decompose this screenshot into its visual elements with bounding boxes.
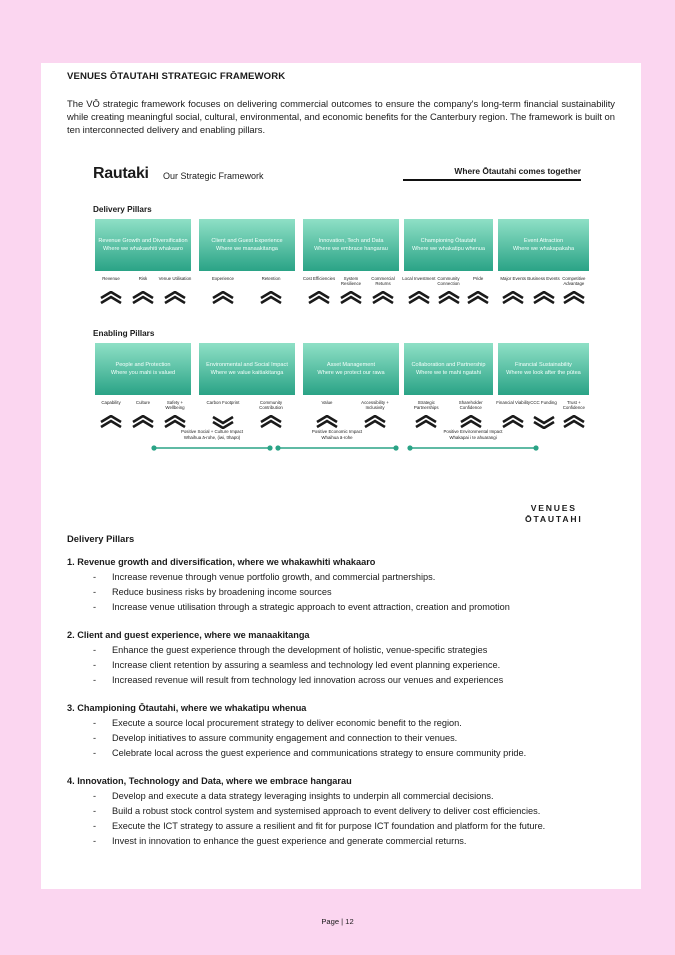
delivery-pillar-measure-label: Competitive Advantage	[562, 276, 586, 287]
pillar-section-bullets	[93, 789, 545, 849]
enabling-pillar-measure-label: Value	[321, 400, 333, 405]
enabling-pillar-measure-label: Carbon Footprint	[206, 400, 240, 405]
enabling-pillar	[95, 343, 191, 395]
enabling-pillars-heading: Enabling Pillars	[93, 329, 155, 338]
chevron-up-icon	[340, 291, 362, 305]
impact-connector-line	[407, 446, 539, 449]
bullet-item: - Increase revenue through venue portfolio growth, and commercial partnerships.	[93, 570, 510, 585]
chevron-up-icon	[364, 415, 386, 429]
enabling-pillar-label: Environmental and Social Impact Where we value kaitiakitanga	[206, 362, 288, 376]
delivery-pillar-measure-label: Local Investment	[402, 276, 436, 281]
delivery-pillar-measure-label: Experience	[212, 276, 234, 281]
framework-brand: Rautaki	[93, 165, 149, 182]
delivery-pillar-measure-label: Cost Efficiencies	[302, 276, 336, 281]
chevron-up-icon	[308, 291, 330, 305]
delivery-pillar-label: Event Attraction Where we whakapakaha	[512, 238, 575, 252]
pillar-section-bullets	[93, 643, 503, 688]
bullet-item: - Enhance the guest experience through the development of holistic, venue-specific strategies	[93, 643, 503, 658]
impact-label: Positive Environmental Impact Whakapai i te ahuarangi	[443, 429, 503, 440]
bullet-item: - Increase venue utilisation through a strategic approach to event attraction, creation and promotion	[93, 600, 510, 615]
delivery-pillar-label: Innovation, Tech and Data Where we embrace hangarau	[314, 238, 388, 252]
chevron-up-icon	[502, 291, 524, 305]
delivery-pillar	[95, 219, 191, 271]
delivery-pillar-measure-label: Commercial Returns	[371, 276, 395, 287]
enabling-pillar-measure-label: Capability	[101, 400, 121, 405]
tagline-underline	[403, 179, 581, 181]
bullet-item: - Celebrate local across the guest experience and communications strategy to ensure community pride.	[93, 746, 526, 761]
document-page	[41, 63, 641, 889]
chevron-up-icon	[415, 415, 437, 429]
impact-connector-line	[275, 446, 399, 449]
delivery-pillar-measure-label: Retention	[261, 276, 281, 281]
bullet-item: - Execute a source local procurement strategy to deliver economic benefit to the region.	[93, 716, 526, 731]
framework-tagline: Where Ōtautahi comes together	[454, 166, 581, 176]
enabling-pillar	[498, 343, 589, 395]
venues-otautahi-logo	[525, 503, 583, 525]
chevron-up-icon	[438, 291, 460, 305]
delivery-pillar-measure-label: Risk	[138, 276, 148, 281]
bullet-item: - Reduce business risks by broadening income sources	[93, 585, 510, 600]
bullet-item: - Execute the ICT strategy to assure a resilient and fit for purpose ICT foundation and platform for the future.	[93, 819, 545, 834]
chevron-down-icon	[533, 415, 555, 429]
chevron-up-icon	[563, 415, 585, 429]
enabling-pillar-measure-label: CCC Funding	[530, 400, 557, 405]
delivery-pillar-measure-label: Pride	[473, 276, 484, 281]
enabling-pillar-measure-label: Safety + Wellbeing	[165, 400, 185, 411]
delivery-pillars-section-heading: Delivery Pillars	[67, 533, 135, 544]
delivery-pillar-measure-label: Venue Utilisation	[158, 276, 192, 281]
framework-subtitle: Our Strategic Framework	[163, 171, 264, 181]
delivery-pillar-label: Championing Ōtautahi Where we whakatipu whenua	[411, 238, 486, 252]
enabling-pillar-measure-label: Shareholder Confidence	[458, 400, 483, 411]
enabling-pillar	[303, 343, 399, 395]
impact-label: Positive Social + Culture Impact Whaihua ā-rohe, (iwi, tīhapū)	[180, 429, 244, 440]
chevron-up-icon	[502, 415, 524, 429]
chevron-up-icon	[467, 291, 489, 305]
chevron-up-icon	[260, 291, 282, 305]
impact-connector-line	[151, 446, 273, 449]
pillar-section-heading: 2. Client and guest experience, where we manaakitanga	[67, 630, 310, 640]
enabling-pillar-label: Collaboration and Partnership Where we te mahi ngatahi	[411, 362, 486, 376]
intro-paragraph: The VŌ strategic framework focuses on delivering commercial outcomes to ensure the company's long-term financial sustainability while creating meaningful social, cultural, environmental, and economic benefits for the Canterbury region. The framework is built on ten interconnected delivery and enabling pillars.	[67, 98, 615, 135]
chevron-up-icon	[100, 291, 122, 305]
delivery-pillar	[404, 219, 493, 271]
delivery-pillar	[199, 219, 295, 271]
bullet-item: - Increased revenue will result from technology led innovation across our venues and experiences	[93, 673, 503, 688]
pillar-section-heading: 4. Innovation, Technology and Data, where we embrace hangarau	[67, 776, 352, 786]
chevron-up-icon	[132, 415, 154, 429]
logo-line-2: ŌTAUTAHI	[525, 514, 583, 524]
enabling-pillar-label: People and Protection Where you mahi is valued	[110, 362, 176, 376]
chevron-up-icon	[372, 291, 394, 305]
chevron-up-icon	[408, 291, 430, 305]
pillar-section-bullets	[93, 716, 526, 761]
enabling-pillar-measure-label: Financial Viability	[496, 400, 531, 405]
bullet-item: - Invest in innovation to enhance the guest experience and generate commercial returns.	[93, 834, 545, 849]
pillar-section-bullets	[93, 570, 510, 615]
bullet-item: - Increase client retention by assuring a seamless and technology led event planning experience.	[93, 658, 503, 673]
logo-line-1: VENUES	[530, 503, 577, 513]
strategic-framework-graphic	[93, 161, 589, 529]
enabling-pillar-measure-label: Trust + Confidence	[562, 400, 585, 411]
page-number: Page | 12	[321, 917, 354, 926]
pillar-section-heading: 1. Revenue growth and diversification, where we whakawhiti whakaaro	[67, 557, 376, 567]
chevron-up-icon	[164, 291, 186, 305]
delivery-pillar-measure-label: Business Events	[527, 276, 560, 281]
chevron-up-icon	[460, 415, 482, 429]
chevron-up-icon	[316, 415, 338, 429]
chevron-up-icon	[212, 291, 234, 305]
enabling-pillar-measure-label: Culture	[135, 400, 151, 405]
chevron-up-icon	[563, 291, 585, 305]
impact-label: Positive Economic Impact Whaihua ā-rohe	[311, 429, 363, 440]
pillar-section-heading: 3. Championing Ōtautahi, where we whakatipu whenua	[67, 703, 307, 713]
chevron-up-icon	[533, 291, 555, 305]
bullet-item: - Develop initiatives to assure community engagement and connection to their venues.	[93, 731, 526, 746]
chevron-up-icon	[132, 291, 154, 305]
delivery-pillar-measure-label: Community Connection	[437, 276, 460, 287]
delivery-pillar-measure-label: Major Events	[500, 276, 526, 281]
delivery-pillar-measure-label: Revenue	[102, 276, 120, 281]
enabling-pillar	[199, 343, 295, 395]
bullet-item: - Develop and execute a data strategy leveraging insights to underpin all commercial decisions.	[93, 789, 545, 804]
bullet-item: - Build a robust stock control system and systemised approach to event delivery to deliver cost efficiencies.	[93, 804, 545, 819]
delivery-pillar-label: Client and Guest Experience Where we manaakitanga	[211, 238, 283, 252]
enabling-pillar-measure-label: Community Contribution	[259, 400, 283, 411]
chevron-up-icon	[100, 415, 122, 429]
delivery-pillar	[303, 219, 399, 271]
enabling-pillar-measure-label: Strategic Partnerships	[413, 400, 439, 411]
delivery-pillar-label: Revenue Growth and Diversification Where we whakawhiti whakaaro	[98, 238, 188, 252]
delivery-pillar-measure-label: System Resilience	[340, 276, 362, 287]
delivery-pillars-heading: Delivery Pillars	[93, 205, 152, 214]
chevron-up-icon	[260, 415, 282, 429]
document-title: VENUES ŌTAUTAHI STRATEGIC FRAMEWORK	[67, 71, 286, 82]
enabling-pillar-label: Asset Management Where we protect our rawa	[317, 362, 385, 376]
delivery-pillar	[498, 219, 589, 271]
chevron-down-icon	[212, 415, 234, 429]
enabling-pillar	[404, 343, 493, 395]
chevron-up-icon	[164, 415, 186, 429]
enabling-pillar-label: Financial Sustainability Where we look after the pūtea	[506, 362, 581, 376]
enabling-pillar-measure-label: Accessibility + Inclusivity	[361, 400, 389, 411]
